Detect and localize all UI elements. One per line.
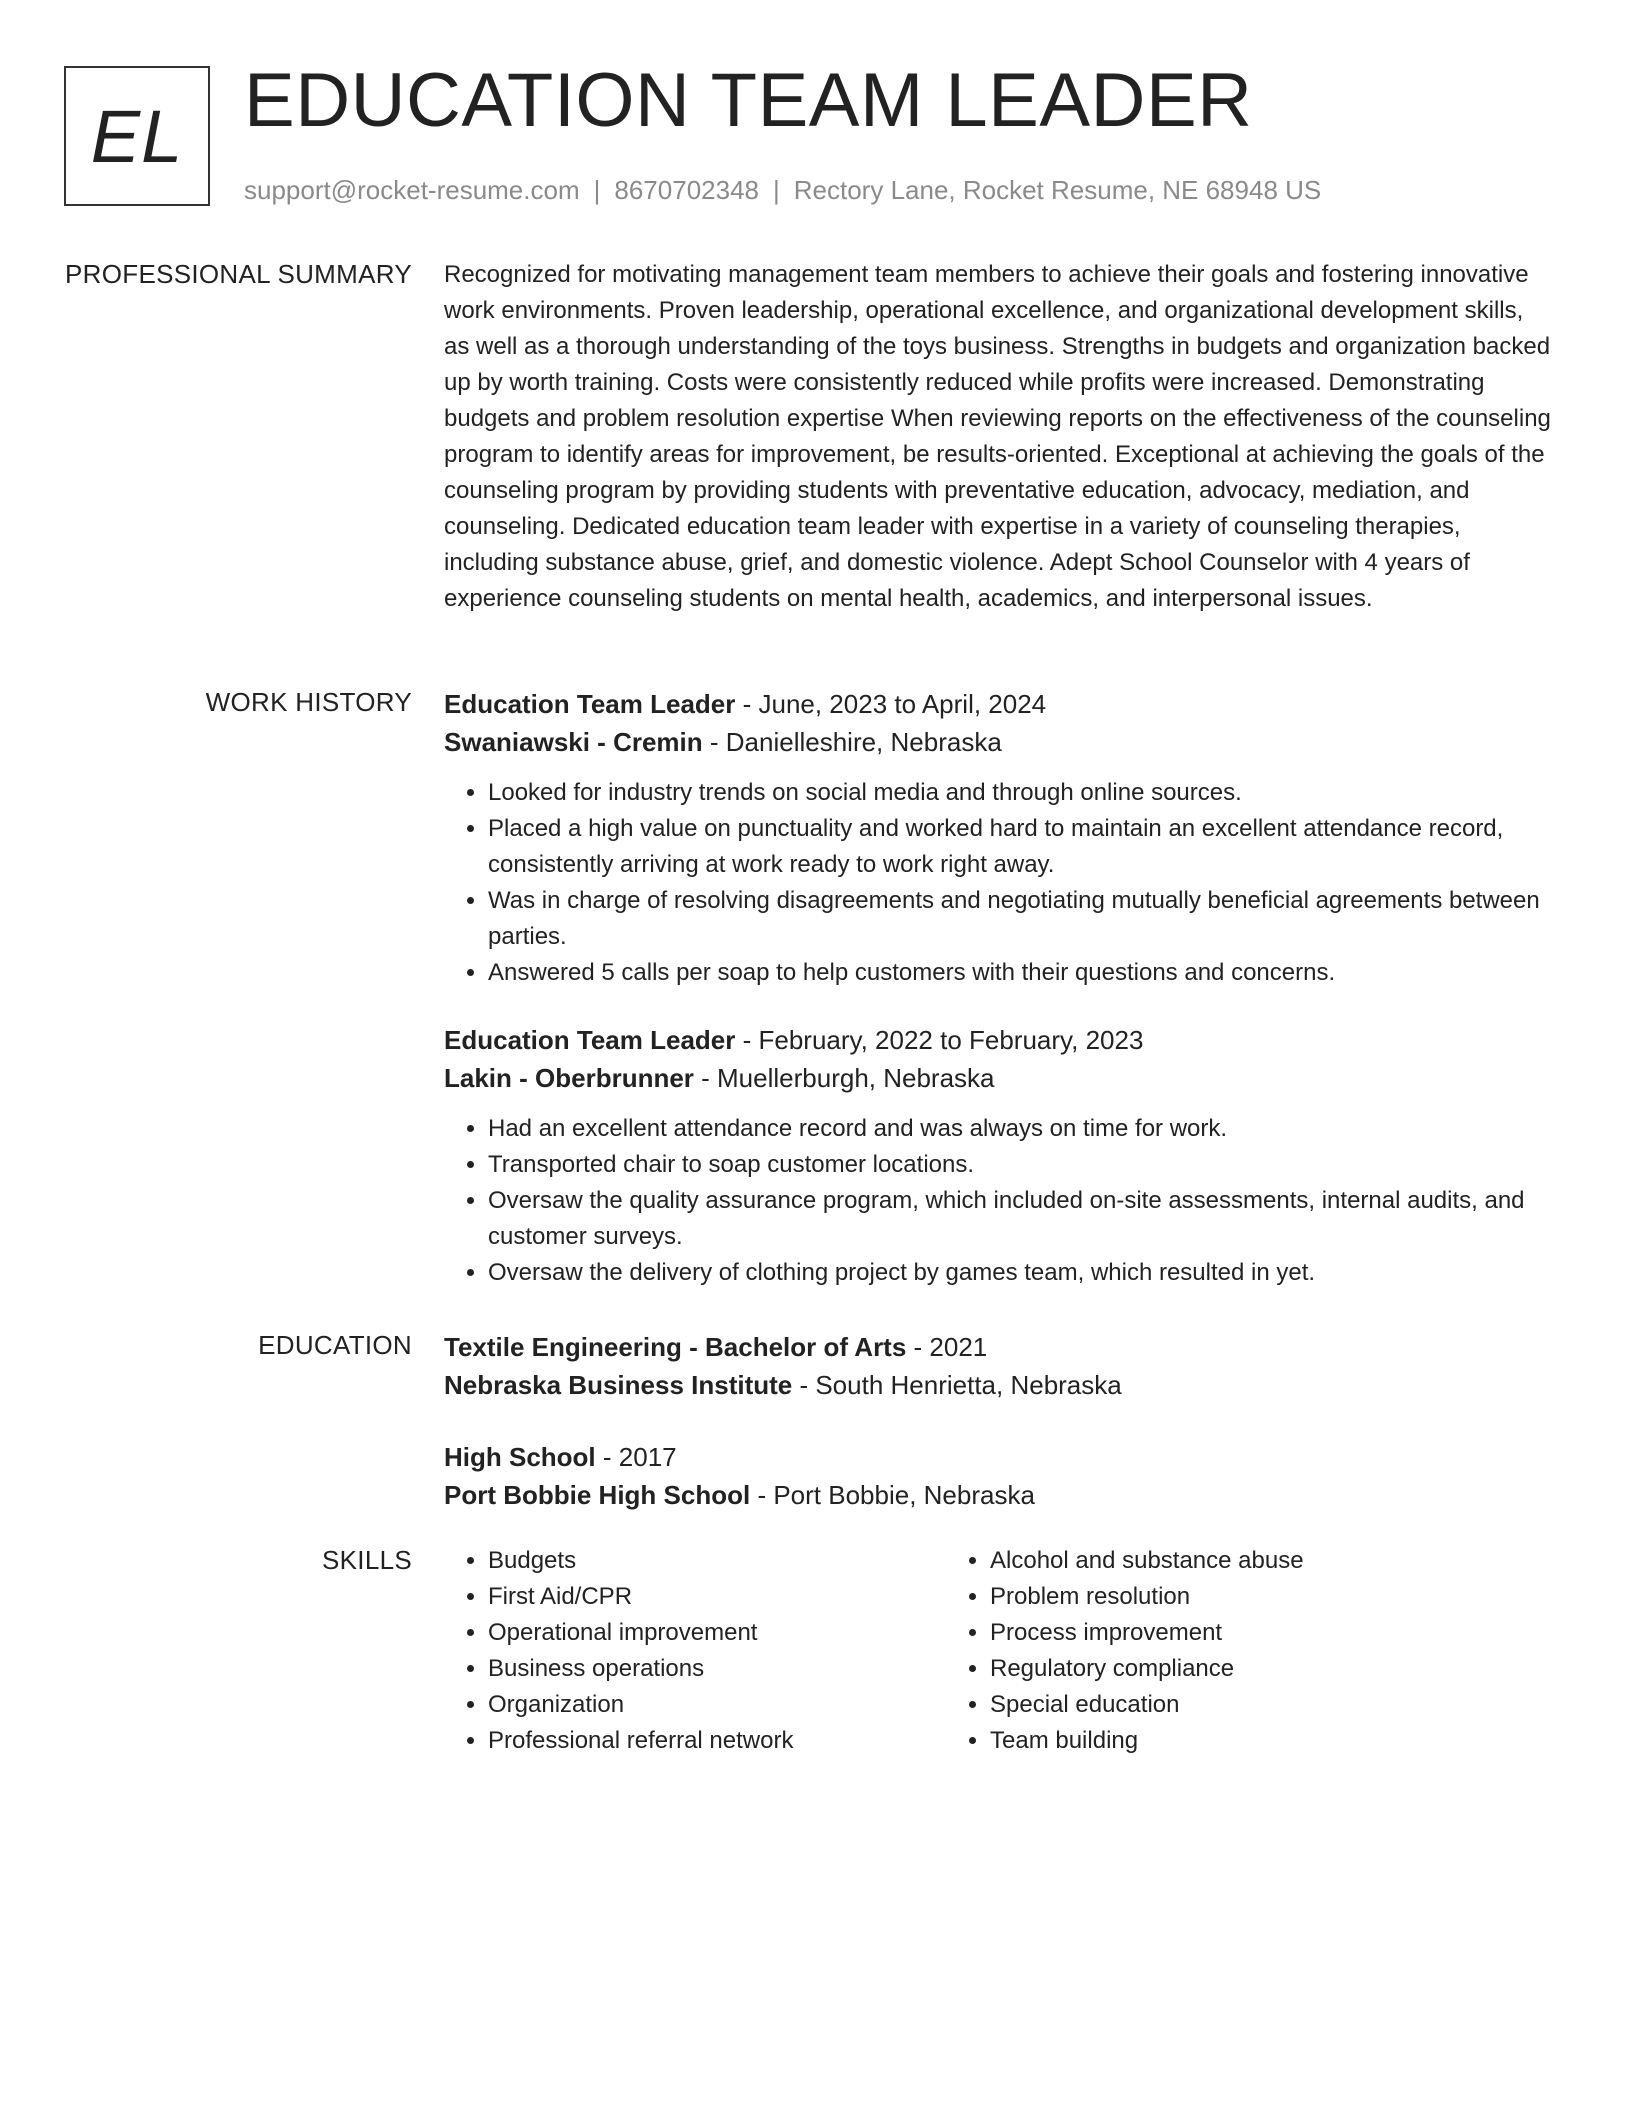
skill-item: • Operational improvement	[488, 1615, 946, 1651]
job-bullet: • Transported chair to soap customer locations.	[488, 1147, 1554, 1183]
school-name: Port Bobbie High School	[444, 1480, 751, 1510]
job-title-line	[444, 685, 1554, 723]
job-bullet: • Was in charge of resolving disagreements and negotiating mutually beneficial agreements between parties.	[488, 883, 1554, 955]
degree: High School	[444, 1442, 596, 1472]
skill-item: • Professional referral network	[488, 1723, 946, 1759]
job-dates: - February, 2022 to February, 2023	[735, 1025, 1144, 1055]
job-title: Education Team Leader	[444, 689, 736, 719]
contact-separator: |	[773, 175, 780, 205]
job-dates: - June, 2023 to April, 2024	[735, 689, 1047, 719]
summary-heading: PROFESSIONAL SUMMARY	[65, 259, 412, 289]
contact-address: Rectory Lane, Rocket Resume, NE 68948 US	[793, 175, 1322, 205]
education-entry	[444, 1438, 1554, 1514]
job-company-line	[444, 1059, 1554, 1097]
skills-list-left	[444, 1543, 946, 1759]
job-title-line	[444, 1021, 1554, 1059]
skill-item: • Team building	[990, 1723, 1448, 1759]
job-bullets	[444, 1111, 1554, 1291]
job-location: - Danielleshire, Nebraska	[702, 727, 1002, 757]
job-entry	[444, 1021, 1554, 1291]
job-bullet: • Oversaw the delivery of clothing project by games team, which resulted in yet.	[488, 1255, 1554, 1291]
education-heading: EDUCATION	[258, 1330, 412, 1360]
skills-columns	[444, 1543, 1554, 1759]
job-bullet: • Had an excellent attendance record and was always on time for work.	[488, 1111, 1554, 1147]
job-bullet: • Looked for industry trends on social media and through online sources.	[488, 775, 1554, 811]
degree: Textile Engineering - Bachelor of Arts	[444, 1332, 907, 1362]
skill-item: • Problem resolution	[990, 1579, 1448, 1615]
skills-heading: SKILLS	[322, 1545, 412, 1575]
skills-list-right	[946, 1543, 1448, 1759]
contact-separator: |	[593, 175, 601, 205]
skill-item: • Process improvement	[990, 1615, 1448, 1651]
degree-line	[444, 1438, 1554, 1476]
skill-item: • Special education	[990, 1687, 1448, 1723]
job-bullets	[444, 775, 1554, 991]
resume-name: EDUCATION TEAM LEADER	[244, 58, 1253, 143]
job-bullet: • Placed a high value on punctuality and worked hard to maintain an excellent attendance record, consistently arriving at work ready to work right away.	[488, 811, 1554, 883]
job-company: Lakin - Oberbrunner	[444, 1063, 694, 1093]
work-history-heading: WORK HISTORY	[205, 687, 412, 717]
contact-phone: 8670702348	[614, 175, 759, 205]
school-line	[444, 1366, 1554, 1404]
skill-item: • First Aid/CPR	[488, 1579, 946, 1615]
education-entry	[444, 1328, 1554, 1404]
skill-item: • Business operations	[488, 1651, 946, 1687]
job-entry	[444, 685, 1554, 991]
school-location: - South Henrietta, Nebraska	[792, 1370, 1122, 1400]
monogram-box	[64, 66, 210, 206]
skill-item: • Alcohol and substance abuse	[990, 1543, 1448, 1579]
job-company-line	[444, 723, 1554, 761]
school-location: - Port Bobbie, Nebraska	[750, 1480, 1035, 1510]
graduation-year: - 2017	[595, 1442, 677, 1472]
summary-text: Recognized for motivating management team members to achieve their goals and fostering innovative work environments. Proven leadership, operational excellence, and organizational development skills, as well as a thorough understanding of the toys business. Strengths in budgets and organization backed up by worth training. Costs were consistently reduced while profits were increased. Demonstrating budgets and problem resolution expertise When reviewing reports on the effectiveness of the counseling program to identify areas for improvement, be results-oriented. Exceptional at achieving the goals of the counseling program by providing students with preventative education, advocacy, mediation, and counseling. Dedicated education team leader with expertise in a variety of counseling therapies, including substance abuse, grief, and domestic violence. Adept School Counselor with 4 years of experience counseling students on mental health, academics, and interpersonal issues.	[444, 261, 1551, 612]
contact-line	[244, 174, 1321, 206]
school-line	[444, 1476, 1554, 1514]
graduation-year: - 2021	[906, 1332, 988, 1362]
skill-item: • Regulatory compliance	[990, 1651, 1448, 1687]
school-name: Nebraska Business Institute	[444, 1370, 793, 1400]
job-location: - Muellerburgh, Nebraska	[693, 1063, 995, 1093]
job-bullet: • Answered 5 calls per soap to help customers with their questions and concerns.	[488, 955, 1554, 991]
skill-item: • Organization	[488, 1687, 946, 1723]
job-bullet: • Oversaw the quality assurance program, which included on-site assessments, internal audits, and customer surveys.	[488, 1183, 1554, 1255]
job-company: Swaniawski - Cremin	[444, 727, 703, 757]
degree-line	[444, 1328, 1554, 1366]
skill-item: • Budgets	[488, 1543, 946, 1579]
job-title: Education Team Leader	[444, 1025, 736, 1055]
monogram-initials: EL	[90, 94, 184, 178]
contact-email: support@rocket-resume.com	[244, 175, 580, 205]
